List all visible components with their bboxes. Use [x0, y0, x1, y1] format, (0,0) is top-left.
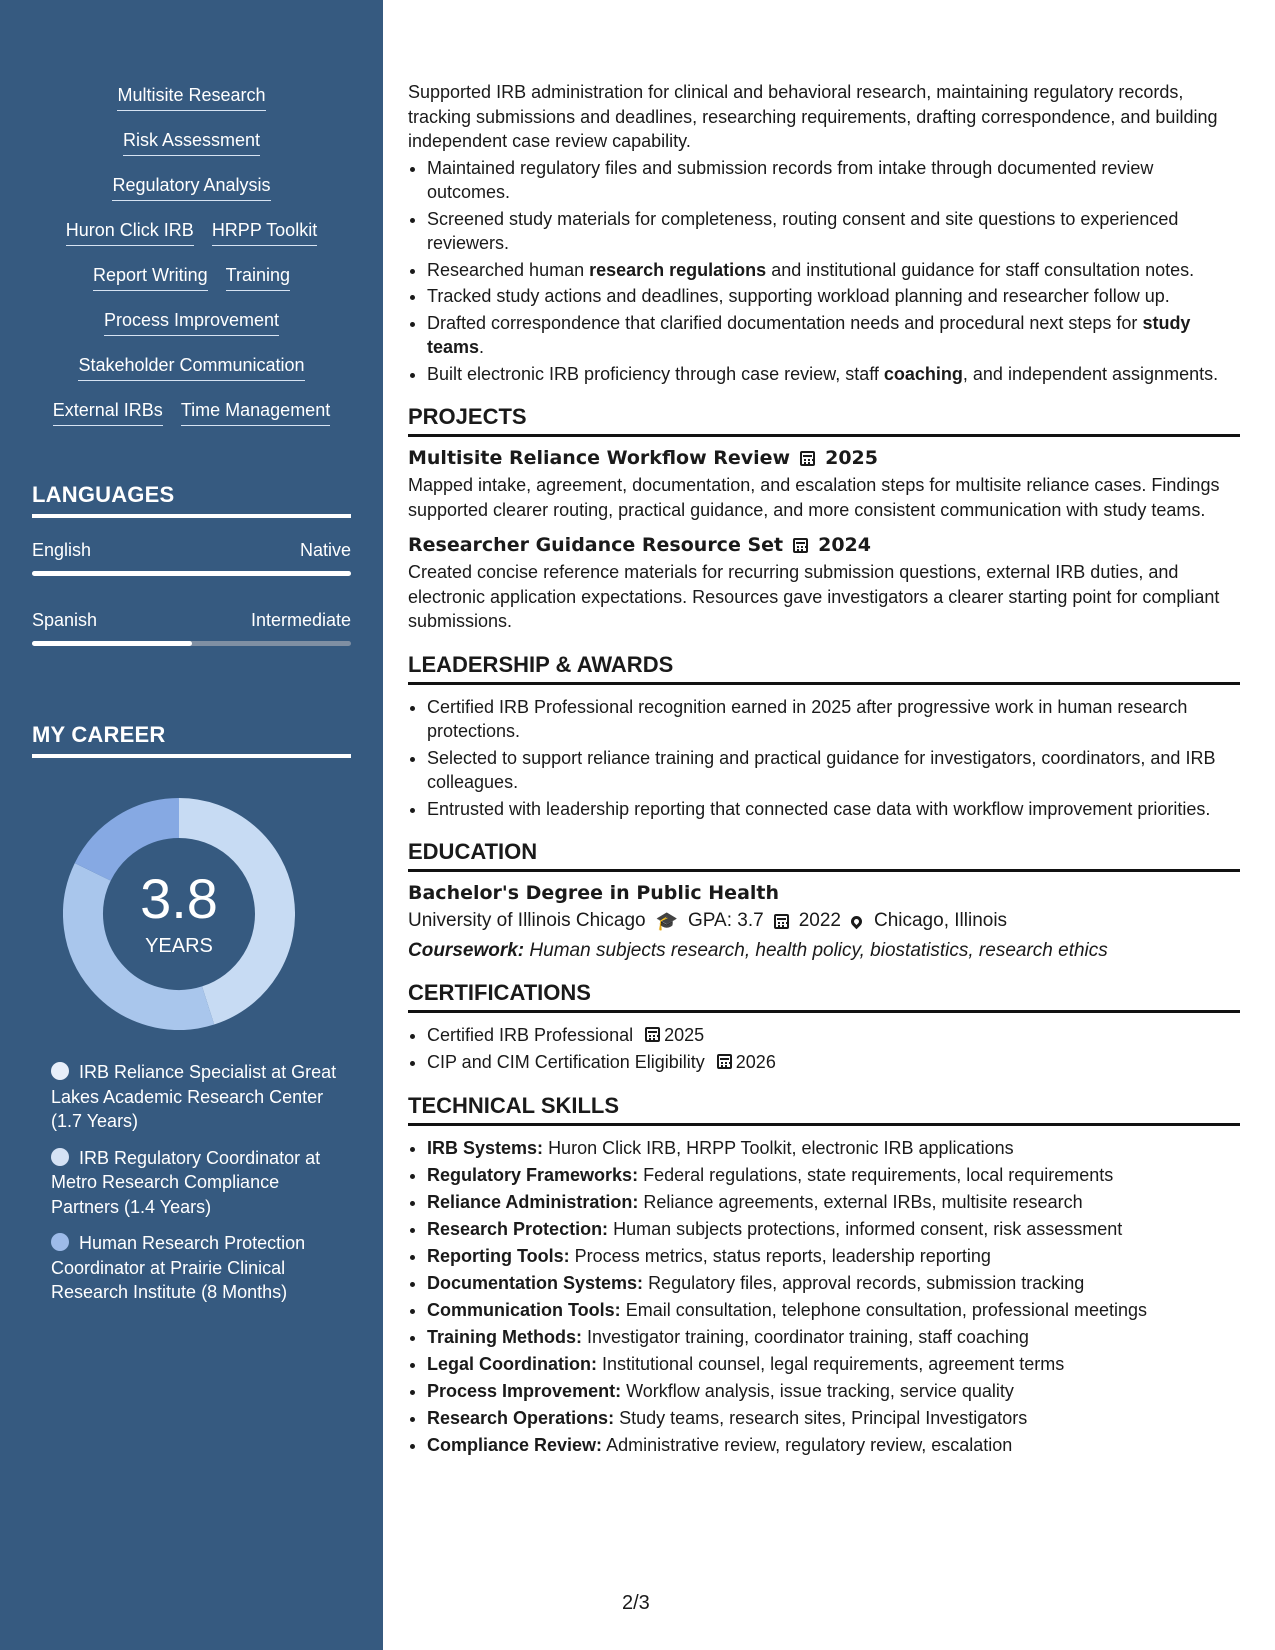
technical-skills-list: [408, 1136, 1240, 1458]
skill-tag: Risk Assessment: [123, 130, 260, 156]
graduation-year: 2022: [798, 910, 841, 931]
bullet-text: Screened study materials for completeness, routing consent and site questions to experienced reviewers.: [427, 208, 1179, 253]
technical-skill-label: Compliance Review:: [427, 1435, 603, 1455]
skill-row: [0, 355, 383, 400]
language-bar-fill: [32, 571, 351, 576]
project-title-row: [408, 534, 1240, 556]
technical-skill-label: Communication Tools:: [427, 1300, 621, 1320]
calendar-icon: [774, 914, 789, 929]
skill-tag: Time Management: [181, 400, 330, 426]
career-item: [51, 1060, 341, 1134]
skill-tag: Report Writing: [93, 265, 208, 291]
technical-skill-value: Administrative review, regulatory review, escalation: [606, 1435, 1013, 1455]
bullet-emphasis: study teams: [427, 312, 1191, 357]
skill-tag: Process Improvement: [104, 310, 279, 336]
technical-skill-label: Regulatory Frameworks:: [427, 1165, 639, 1185]
project-year: 2024: [818, 534, 871, 556]
technical-skill-label: Legal Coordination:: [427, 1354, 597, 1374]
languages-heading: LANGUAGES: [32, 482, 351, 518]
experience-bullet: [427, 207, 1240, 256]
legend-dot-icon: [51, 1233, 69, 1251]
degree-title: Bachelor's Degree in Public Health: [408, 882, 780, 904]
education-entry: [408, 882, 1240, 962]
certification-year: 2026: [735, 1052, 776, 1072]
certification-item: [427, 1023, 1240, 1048]
skill-tag: Training: [226, 265, 290, 291]
projects-heading: PROJECTS: [408, 404, 1240, 437]
technical-skill-label: Documentation Systems:: [427, 1273, 644, 1293]
technical-skill-value: Investigator training, coordinator training, staff coaching: [587, 1327, 1029, 1347]
experience-bullet: [427, 258, 1240, 283]
bullet-emphasis: coaching: [883, 363, 963, 384]
bullet-text-end: , and independent assignments.: [962, 363, 1219, 384]
technical-skill-value: Huron Click IRB, HRPP Toolkit, electronic IRB applications: [548, 1138, 1014, 1158]
leadership-list: [408, 695, 1240, 822]
career-total-label: YEARS: [145, 934, 213, 957]
technical-skill-label: IRB Systems:: [427, 1138, 544, 1158]
technical-skill-value: Reliance agreements, external IRBs, multisite research: [643, 1192, 1083, 1212]
technical-skill-value: Email consultation, telephone consultation, professional meetings: [625, 1300, 1148, 1320]
technical-skill-item: [427, 1406, 1240, 1431]
technical-skills-heading: TECHNICAL SKILLS: [408, 1093, 1240, 1126]
experience-bullet: [427, 284, 1240, 309]
language-name: Spanish: [32, 610, 98, 630]
education-details: [408, 910, 1240, 932]
technical-skill-value: Process metrics, status reports, leadership reporting: [574, 1246, 991, 1266]
technical-skill-value: Human subjects protections, informed consent, risk assessment: [613, 1219, 1123, 1239]
certifications-list: [408, 1023, 1240, 1075]
experience-bullets: [408, 156, 1240, 387]
language-bar: [32, 571, 351, 576]
career-list: [51, 1060, 341, 1317]
career-total: 3.8: [140, 866, 218, 930]
project-description: Mapped intake, agreement, documentation, and escalation steps for multisite reliance cases. Findings supported clearer routing, practical guidance, and more consistent communication with study teams.: [408, 475, 1220, 520]
skill-row: [0, 175, 383, 220]
technical-skill-value: Regulatory files, approval records, submission tracking: [648, 1273, 1085, 1293]
technical-skill-value: Institutional counsel, legal requirements, agreement terms: [602, 1354, 1065, 1374]
calendar-icon: [800, 451, 815, 466]
career-donut: [63, 798, 295, 1030]
project-title: Multisite Reliance Workflow Review: [408, 447, 791, 469]
language-bar-fill: [32, 641, 192, 646]
bullet-text: Drafted correspondence that clarified documentation needs and procedural next steps for: [427, 312, 1143, 333]
certification-name: Certified IRB Professional: [427, 1025, 634, 1045]
technical-skill-item: [427, 1244, 1240, 1269]
technical-skill-label: Reporting Tools:: [427, 1246, 570, 1266]
career-text: IRB Regulatory Coordinator at Metro Research Compliance Partners (1.4 Years): [51, 1147, 321, 1217]
skill-tags: [0, 85, 383, 445]
bullet-text-end: .: [479, 337, 485, 357]
technical-skill-value: Study teams, research sites, Principal Investigators: [619, 1408, 1028, 1428]
language-level: Intermediate: [250, 610, 351, 630]
skill-row: [0, 310, 383, 355]
donut-center: [63, 798, 295, 1030]
technical-skill-item: [427, 1433, 1240, 1458]
career-heading: MY CAREER: [32, 722, 351, 758]
bullet-text: Researched human: [427, 259, 590, 280]
skill-tag: Stakeholder Communication: [78, 355, 304, 381]
certification-name: CIP and CIM Certification Eligibility: [427, 1052, 705, 1072]
technical-skill-label: Process Improvement:: [427, 1381, 622, 1401]
coursework: [408, 940, 1240, 962]
career-text: IRB Reliance Specialist at Great Lakes Academic Research Center (1.7 Years): [51, 1062, 337, 1131]
certification-item: [427, 1050, 1240, 1075]
technical-skill-item: [427, 1271, 1240, 1296]
technical-skill-label: Research Protection:: [427, 1219, 609, 1239]
coursework-text: Human subjects research, health policy, biostatistics, research ethics: [529, 940, 1108, 961]
projects-list: [408, 447, 1240, 634]
calendar-icon: [717, 1054, 732, 1069]
legend-dot-icon: [51, 1062, 69, 1080]
language-row: [32, 540, 351, 561]
technical-skill-label: Reliance Administration:: [427, 1192, 639, 1212]
language-item: [32, 540, 351, 576]
skill-row: [0, 265, 383, 310]
languages-section: [32, 482, 351, 646]
technical-skill-item: [427, 1163, 1240, 1188]
language-item: [32, 610, 351, 646]
leadership-item: • Entrusted with leadership reporting that connected case data with workflow improvement priorities.: [427, 797, 1240, 822]
project-year: 2025: [825, 447, 878, 469]
certification-year: 2025: [664, 1025, 705, 1045]
leadership-item: • Certified IRB Professional recognition earned in 2025 after progressive work in human research protections.: [427, 695, 1240, 744]
technical-skill-item: [427, 1352, 1240, 1377]
project-description: Created concise reference materials for recurring submission questions, external IRB duties, and electronic application expectations. Resources gave investigators a clearer starting point for compliant submissions.: [408, 562, 1220, 631]
skill-row: [0, 400, 383, 445]
legend-dot-icon: [51, 1148, 69, 1166]
skill-tag: HRPP Toolkit: [212, 220, 317, 246]
skill-tag: External IRBs: [53, 400, 163, 426]
language-bar: [32, 641, 351, 646]
gpa: GPA: 3.7: [688, 910, 764, 931]
coursework-label: Coursework:: [408, 940, 525, 961]
language-name: English: [32, 540, 92, 560]
bullet-text: Built electronic IRB proficiency through case review, staff: [427, 363, 884, 384]
graduation-cap-icon: 🎓: [655, 910, 679, 931]
page-number: 2/3: [622, 1592, 650, 1614]
bullet-text-end: and institutional guidance for staff consultation notes.: [766, 259, 1195, 280]
career-text: Human Research Protection Coordinator at Prairie Clinical Research Institute (8 Months): [51, 1233, 306, 1302]
leadership-heading: LEADERSHIP & AWARDS: [408, 652, 1240, 685]
experience-bullet: [427, 362, 1240, 387]
skill-row: [0, 130, 383, 175]
skill-tag: Regulatory Analysis: [112, 175, 270, 201]
technical-skill-item: [427, 1136, 1240, 1161]
bullet-emphasis: research regulations: [589, 259, 767, 280]
intro-paragraph: Supported IRB administration for clinical and behavioral research, maintaining regulatory records, tracking submissions and deadlines, researching requirements, drafting correspondence, and building independent case review capability.: [408, 82, 1218, 151]
leadership-item: • Selected to support reliance training and practical guidance for investigators, coordinators, and IRB colleagues.: [427, 746, 1240, 795]
skill-row: [0, 220, 383, 265]
location-pin-icon: [849, 913, 865, 929]
bullet-text: Tracked study actions and deadlines, supporting workload planning and researcher follow up.: [427, 286, 1170, 306]
technical-skill-item: [427, 1379, 1240, 1404]
sidebar: [0, 0, 383, 1650]
technical-skill-label: Training Methods:: [427, 1327, 582, 1347]
project-title-row: [408, 447, 1240, 469]
skill-tag: Multisite Research: [117, 85, 265, 111]
education-heading: EDUCATION: [408, 839, 1240, 872]
calendar-icon: [793, 538, 808, 553]
career-item: [51, 1146, 341, 1220]
project-title: Researcher Guidance Resource Set: [408, 534, 784, 556]
main-column: [408, 80, 1240, 1460]
certifications-heading: CERTIFICATIONS: [408, 980, 1240, 1013]
bullet-text: Maintained regulatory files and submission records from intake through documented review outcomes.: [427, 157, 1154, 202]
language-row: [32, 610, 351, 631]
career-section: [32, 722, 351, 758]
experience-bullet: [427, 311, 1240, 360]
technical-skill-item: [427, 1217, 1240, 1242]
career-item: [51, 1231, 341, 1305]
technical-skill-item: [427, 1190, 1240, 1215]
technical-skill-value: Workflow analysis, issue tracking, service quality: [626, 1381, 1014, 1401]
school-name: University of Illinois Chicago: [408, 910, 646, 931]
calendar-icon: [645, 1027, 660, 1042]
skill-tag: Huron Click IRB: [66, 220, 194, 246]
technical-skill-label: Research Operations:: [427, 1408, 615, 1428]
technical-skill-item: [427, 1325, 1240, 1350]
skill-row: [0, 85, 383, 130]
technical-skill-value: Federal regulations, state requirements, local requirements: [643, 1165, 1114, 1185]
school-location: Chicago, Illinois: [873, 910, 1008, 931]
technical-skill-item: [427, 1298, 1240, 1323]
language-level: Native: [299, 540, 351, 560]
experience-bullet: [427, 156, 1240, 205]
